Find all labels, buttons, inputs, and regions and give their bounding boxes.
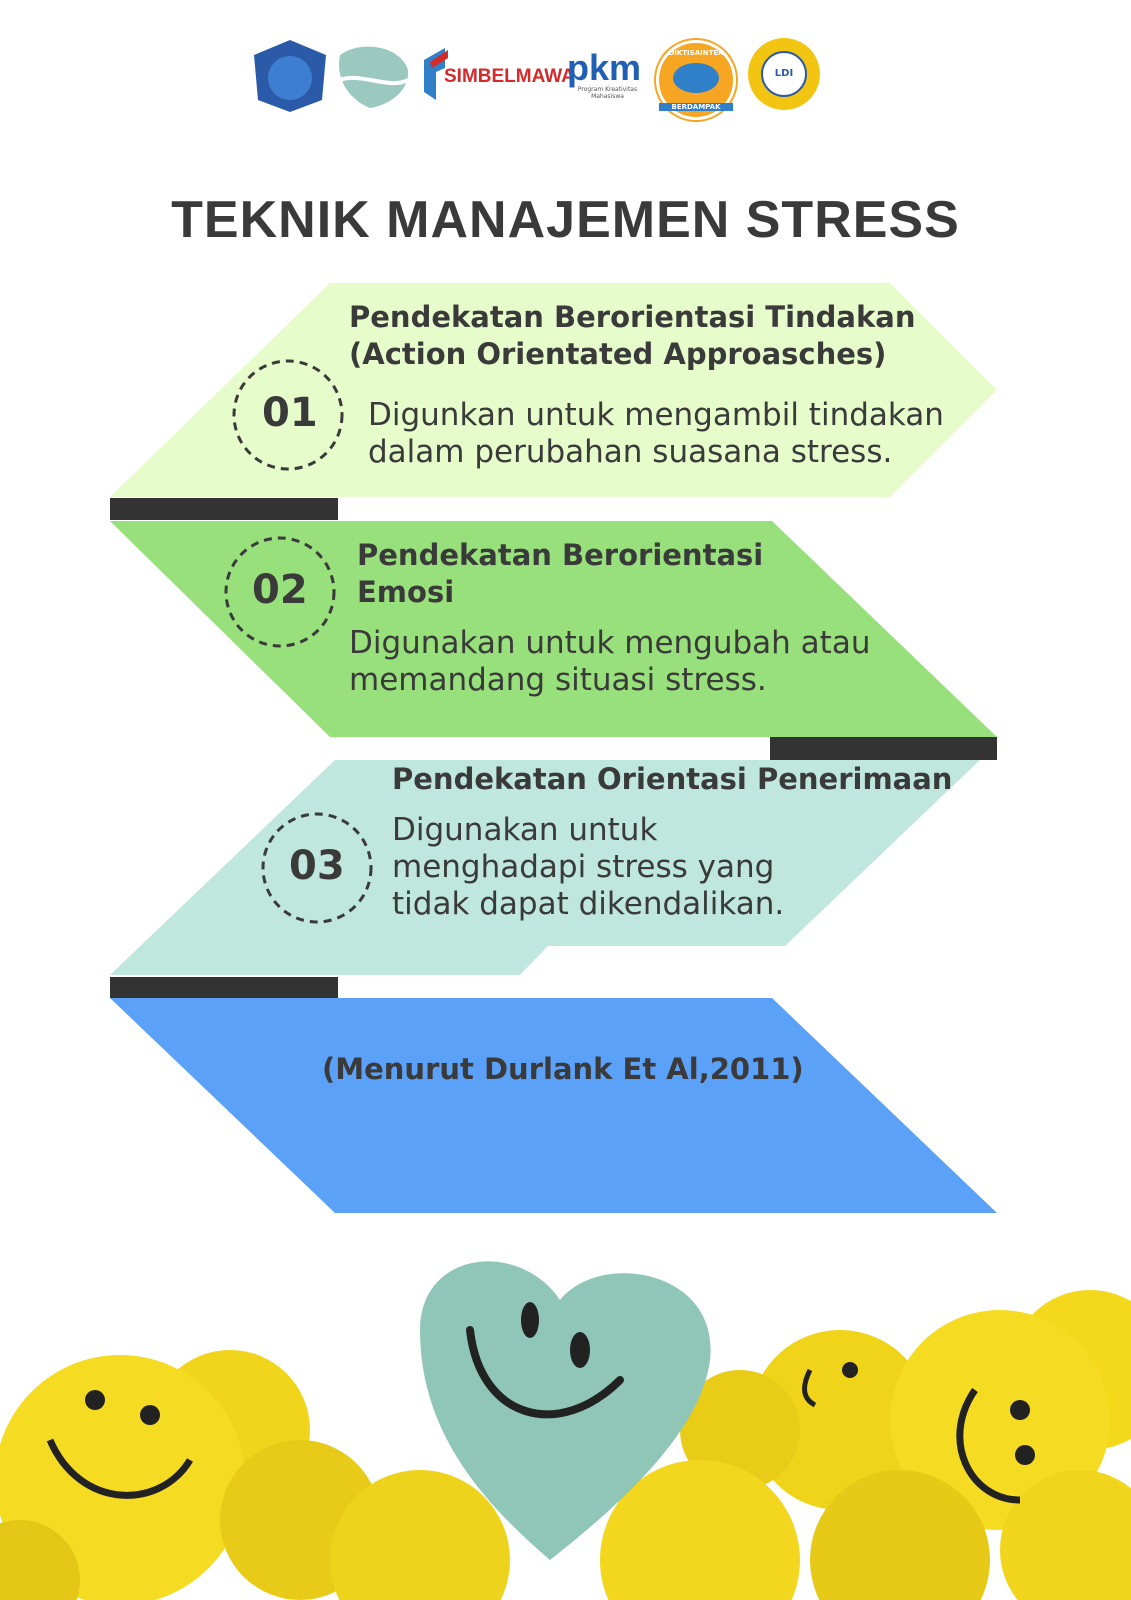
divider-bar <box>110 498 338 520</box>
heading-line: Emosi <box>357 575 455 609</box>
heading-line: (Action Orientated Approasches) <box>349 337 887 371</box>
ldi-text: LDI <box>761 51 807 97</box>
item-heading: Pendekatan Orientasi Penerimaan <box>392 762 953 796</box>
pkm-subtitle: Program Kreativitas Mahasiswa <box>577 86 638 100</box>
item-description <box>368 397 944 471</box>
item-number: 01 <box>262 390 318 436</box>
item-number: 03 <box>289 843 345 889</box>
shape-source <box>110 998 997 1213</box>
diktisaintek-text: DIKTISAINTEK <box>668 49 724 57</box>
diktisaintek-logo <box>656 40 736 120</box>
text-line: dalam perubahan suasana stress. <box>368 434 893 470</box>
divider-bar <box>110 977 338 998</box>
pkm-logo: pkm <box>567 47 642 88</box>
text-line: memandang situasi stress. <box>349 662 767 698</box>
item-heading <box>357 537 763 611</box>
text-line: Digunkan untuk mengambil tindakan <box>368 397 944 433</box>
text-line: tidak dapat dikendalikan. <box>392 886 785 922</box>
item-heading <box>349 299 916 373</box>
source-citation: (Menurut Durlank Et Al,2011) <box>322 1052 804 1086</box>
heading-line: Pendekatan Berorientasi Tindakan <box>349 300 916 334</box>
ldi-logo <box>748 38 820 110</box>
item-description <box>392 812 784 923</box>
simbelmawa-logo: SIMBELMAWA <box>444 66 575 87</box>
berdampak-text: BERDAMPAK <box>659 103 733 111</box>
text-line: Digunakan untuk <box>392 812 658 848</box>
text-line: Digunakan untuk mengubah atau <box>349 625 871 661</box>
item-number: 02 <box>252 567 308 613</box>
heading-line: Pendekatan Berorientasi <box>357 538 764 572</box>
logo-row <box>254 40 448 112</box>
text-line: menghadapi stress yang <box>392 849 775 885</box>
page-title: TEKNIK MANAJEMEN STRESS <box>171 191 960 249</box>
item-description <box>349 625 870 699</box>
brain-logo <box>339 47 408 108</box>
stress-balls-photo <box>0 1261 1131 1600</box>
divider-bar <box>770 737 997 760</box>
